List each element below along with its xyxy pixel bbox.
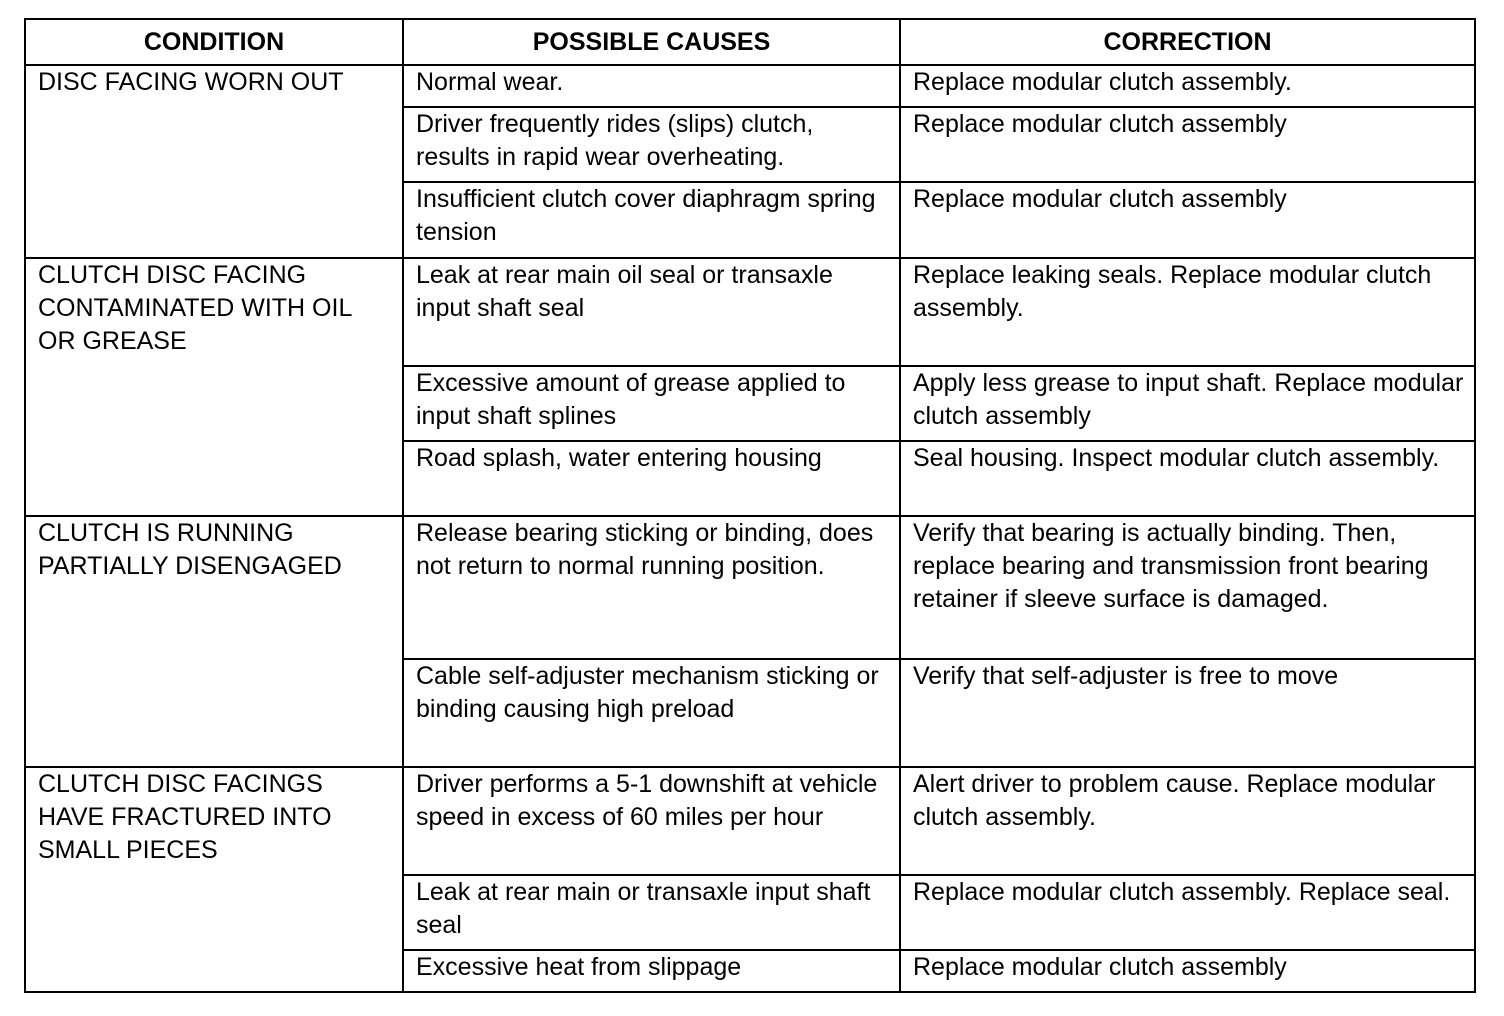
correction-cell: Replace modular clutch assembly: [900, 107, 1475, 182]
cause-cell: Driver frequently rides (slips) clutch, results in rapid wear overheating.: [403, 107, 900, 182]
condition-cell: CLUTCH DISC FACING CONTAMINATED WITH OIL OR GREASE: [25, 258, 403, 516]
cause-cell: Insufficient clutch cover diaphragm spring tension: [403, 182, 900, 258]
cause-cell: Leak at rear main or transaxle input shaft seal: [403, 875, 900, 950]
diagnosis-table: [24, 18, 1476, 993]
condition-cell: DISC FACING WORN OUT: [25, 65, 403, 258]
cause-cell: Excessive heat from slippage: [403, 950, 900, 992]
table-row: [25, 258, 1475, 366]
correction-cell: Seal housing. Inspect modular clutch assembly.: [900, 441, 1475, 516]
cause-cell: Driver performs a 5-1 downshift at vehicle speed in excess of 60 miles per hour: [403, 767, 900, 875]
cause-cell: Release bearing sticking or binding, does not return to normal running position.: [403, 516, 900, 659]
correction-cell: Apply less grease to input shaft. Replace modular clutch assembly: [900, 366, 1475, 441]
condition-cell: CLUTCH DISC FACINGS HAVE FRACTURED INTO SMALL PIECES: [25, 767, 403, 992]
correction-cell: Replace modular clutch assembly: [900, 950, 1475, 992]
cause-cell: Cable self-adjuster mechanism sticking or binding causing high preload: [403, 659, 900, 767]
table-row: [25, 516, 1475, 659]
cause-cell: Excessive amount of grease applied to input shaft splines: [403, 366, 900, 441]
table-row: [25, 65, 1475, 107]
correction-cell: Replace modular clutch assembly.: [900, 65, 1475, 107]
correction-cell: Verify that bearing is actually binding. Then, replace bearing and transmission front bearing retainer if sleeve surface is damaged.: [900, 516, 1475, 659]
correction-cell: Verify that self-adjuster is free to move: [900, 659, 1475, 767]
header-row: [25, 19, 1475, 65]
correction-cell: Replace leaking seals. Replace modular clutch assembly.: [900, 258, 1475, 366]
correction-cell: Alert driver to problem cause. Replace modular clutch assembly.: [900, 767, 1475, 875]
cause-cell: Normal wear.: [403, 65, 900, 107]
possible-causes-header: POSSIBLE CAUSES: [403, 19, 900, 65]
cause-cell: Road splash, water entering housing: [403, 441, 900, 516]
cause-cell: Leak at rear main oil seal or transaxle input shaft seal: [403, 258, 900, 366]
condition-cell: CLUTCH IS RUNNING PARTIALLY DISENGAGED: [25, 516, 403, 767]
condition-header: CONDITION: [25, 19, 403, 65]
correction-cell: Replace modular clutch assembly: [900, 182, 1475, 258]
correction-header: CORRECTION: [900, 19, 1475, 65]
correction-cell: Replace modular clutch assembly. Replace seal.: [900, 875, 1475, 950]
table-row: [25, 767, 1475, 875]
